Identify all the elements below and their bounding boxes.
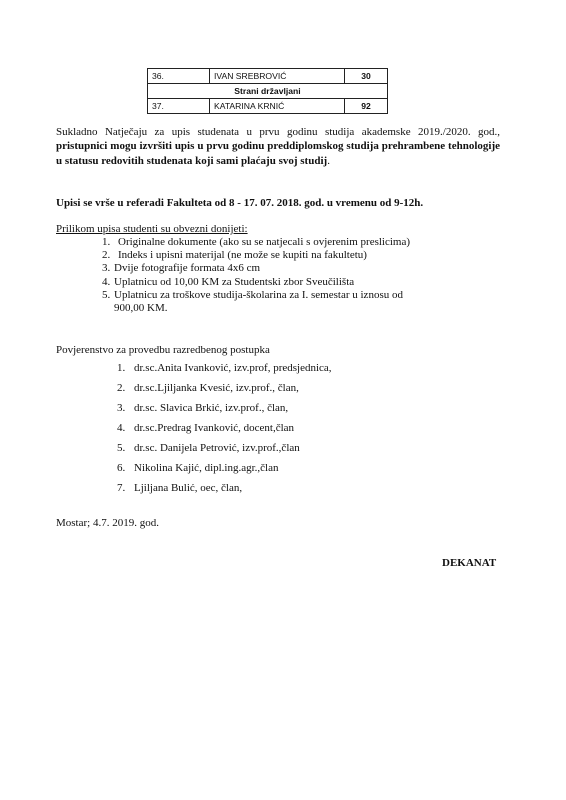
- list-item: [117, 401, 332, 421]
- list-item: [117, 481, 332, 501]
- place-date: Mostar; 4.7. 2019. god.: [56, 517, 159, 529]
- student-score: 92: [345, 99, 388, 114]
- row-number: 36.: [148, 69, 210, 84]
- results-table: [147, 68, 388, 114]
- item-text: 900,00 KM.: [114, 302, 168, 315]
- committee-list: [117, 361, 332, 501]
- student-score: 30: [345, 69, 388, 84]
- item-number: 1.: [102, 236, 111, 248]
- list-item: [102, 289, 410, 302]
- table-row: [148, 99, 388, 114]
- list-item: [117, 421, 332, 441]
- row-number: 37.: [148, 99, 210, 114]
- list-item: [117, 381, 332, 401]
- table-group-row: [148, 84, 388, 99]
- announcement-paragraph: [56, 125, 500, 168]
- paragraph-end: .: [327, 154, 330, 167]
- item-text: Uplatnicu za troškove studija-školarina za I. semestar u iznosu od: [114, 288, 403, 301]
- member-name: dr.sc. Danijela Petrović, izv.prof.,član: [134, 442, 300, 454]
- item-text: Originalne dokumente (ako su se natjecali s ovjerenim preslicima): [118, 236, 411, 248]
- paragraph-intro: Sukladno Natječaju za upis studenata u prvu godinu studija akademske 2019./2020. god.,: [56, 126, 500, 138]
- member-number: 1.: [117, 362, 126, 374]
- signature-title: DEKANAT: [442, 557, 497, 569]
- student-name: KATARINA KRNIĆ: [210, 99, 345, 114]
- item-text: Uplatnicu od 10,00 KM za Studentski zbor Sveučilišta: [114, 275, 355, 288]
- member-number: 4.: [117, 422, 126, 434]
- member-number: 5.: [117, 442, 126, 454]
- list-item: [102, 276, 410, 289]
- member-name: dr.sc.Anita Ivanković, izv.prof, predsjednica,: [134, 362, 332, 374]
- list-item: [117, 461, 332, 481]
- list-item: [102, 249, 410, 262]
- list-item: [102, 236, 410, 249]
- member-name: dr.sc.Ljiljanka Kvesić, izv.prof., član,: [134, 382, 299, 394]
- group-title: Strani državljani: [148, 84, 388, 99]
- enrollment-note: Upisi se vrše u referadi Fakulteta od 8 - 17. 07. 2018. god. u vremenu od 9-12h.: [56, 197, 424, 209]
- student-name: IVAN SREBROVIĆ: [210, 69, 345, 84]
- item-text: Dvije fotografije formata 4x6 cm: [114, 262, 261, 275]
- committee-heading: Povjerenstvo za provedbu razredbenog postupka: [56, 344, 270, 356]
- item-number: 3.: [102, 262, 111, 275]
- paragraph-bold: pristupnici mogu izvršiti upis u prvu godinu preddiplomskog studija prehrambene tehnologije u statusu redovitih studenata koji sami plaćaju svoj studij: [56, 140, 500, 167]
- obligations-list: [102, 236, 410, 315]
- list-item: [102, 262, 410, 275]
- member-number: 7.: [117, 482, 126, 494]
- member-name: Nikolina Kajić, dipl.ing.agr.,član: [134, 462, 279, 474]
- member-name: dr.sc.Predrag Ivanković, docent,član: [134, 422, 295, 434]
- member-number: 3.: [117, 402, 126, 414]
- item-number: 2.: [102, 249, 111, 262]
- item-number: 4.: [102, 275, 111, 288]
- member-number: 2.: [117, 382, 126, 394]
- obligations-heading: Prilikom upisa studenti su obvezni donijeti:: [56, 223, 248, 235]
- member-name: Ljiljana Bulić, oec, član,: [134, 482, 243, 494]
- member-number: 6.: [117, 462, 126, 474]
- table-row: [148, 69, 388, 84]
- list-item: [117, 441, 332, 461]
- list-item: [117, 361, 332, 381]
- item-number: 5.: [102, 288, 111, 301]
- member-name: dr.sc. Slavica Brkić, izv.prof., član,: [134, 402, 289, 414]
- list-item-continuation: [102, 302, 410, 315]
- item-text: Indeks i upisni materijal (ne može se kupiti na fakultetu): [118, 249, 367, 262]
